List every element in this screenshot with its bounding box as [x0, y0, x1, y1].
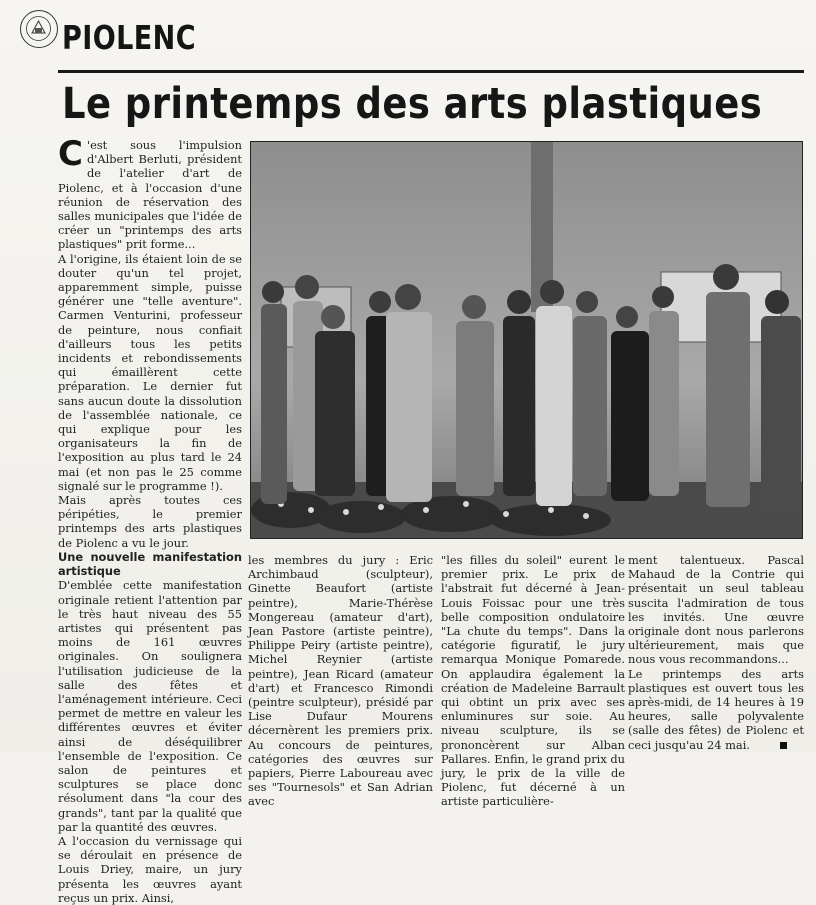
drop-cap: C	[58, 134, 83, 174]
article-column-1	[58, 134, 242, 905]
paragraph-opening-hours	[628, 667, 804, 752]
end-of-article-mark	[780, 742, 787, 749]
article-headline: Le printemps des arts plastiques	[62, 79, 763, 129]
article-column-4	[628, 553, 804, 752]
town-seal-logo	[20, 10, 58, 48]
section-title: PIOLENC	[62, 18, 197, 57]
paragraph-origin: A l'origine, ils étaient loin de se douter qu'un tel projet, apparemment simple, puisse générer une "telle aventure". Carmen Venturini, professeur de peinture, nous confiait d'ailleurs tous les petits incidents et rebondissements qui émaillèrent cette préparation. Le dernier fut sans aucun doute la dissolution de l'assemblée nationale, ce qui explique pour les organisateurs la fin de l'exposition au plus tard le 24 mai (et non pas le 25 comme signalé sur le programme !).	[58, 251, 242, 493]
article-subheading: Une nouvelle manifestation artistique	[58, 549, 242, 579]
paragraph-vernissage: A l'occasion du vernissage qui se déroulait en présence de Louis Driey, maire, un jury présenta les œuvres ayant reçus un prix. Ainsi,	[58, 833, 242, 905]
paragraph-jury: les membres du jury : Eric Archimbaud (sculpteur), Ginette Beaufort (artiste peintre), Marie-Thérèse Mongereau (amateur d'art), Jean Pastore (artiste peintre), Philippe Peiry (artiste peintre), Michel Reynier (artiste peintre), Jean Ricard (amateur d'art) et Francesco Rimondi (peintre sculpteur), présidé par Lise Dufaur Mourens décernèrent les premiers prix. Au concours de peintures, catégories des œuvres sur papiers, Pierre Laboureau avec ses "Tournesols" et San Adrian avec	[248, 553, 433, 809]
paragraph-intro: 'est sous l'impulsion d'Albert Berluti, président de l'atelier d'art de Piolenc, et à l'occasion d'une réunion de réservation des salles municipales que l'idée de créer un "printemps des arts plastiques" prit forme...	[58, 138, 242, 252]
paragraph-prizes: "les filles du soleil" eurent le premier prix. Le prix de l'abstrait fut décerné à Jean-Louis Foissac pour une très belle composition ondulatoire "La chute du temps". Dans la catégorie figuratif, le jury remarqua Monique Pomarede. On applaudira également la création de Madeleine Barrault qui obtint un prix avec ses enluminures sur soie. Au niveau sculpture, ils se prononcèrent sur Alban Pallares. Enfin, le grand prix du jury, le prix de la ville de Piolenc, fut décerné à un artiste particulière-	[441, 553, 625, 809]
paragraph-manifestation: D'emblée cette manifestation originale retient l'attention par le très haut niveau des 55 artistes qui présentent pas moins de 161 œuvres originales. On soulignera l'utilisation judicieuse de la salle des fêtes et l'aménagement intérieure. Ceci permet de mettre en valeur les différentes œuvres et éviter ainsi de déséquilibrer l'ensemble de l'exposition. Ce salon de peintures et sculptures se place donc résolument dans "la cour des grands", tant par la qualité que par la quantité des œuvres.	[58, 578, 242, 834]
seal-icon	[21, 11, 56, 46]
article-column-2	[248, 553, 433, 809]
paragraph-premiere: Mais après toutes ces péripéties, le premier printemps des arts plastiques de Piolenc a vu le jour.	[58, 493, 242, 550]
opening-hours-text: Le printemps des arts plastiques est ouvert tous les après-midi, de 14 heures à 19 heures, salle polyvalente (salle des fêtes) de Piolenc et ceci jusqu'au 24 mai.	[628, 666, 804, 752]
article-photo	[250, 141, 803, 539]
paragraph-grand-prize: ment talentueux. Pascal Mahaud de la Contrie qui présentait un seul tableau suscita l'admiration de tous les invités. Une œuvre originale dont nous parlerons ultérieurement, mais que nous vous recommandons...	[628, 553, 804, 667]
group-photo-image	[251, 142, 803, 539]
section-rule	[58, 70, 804, 73]
article-column-3	[441, 553, 625, 809]
